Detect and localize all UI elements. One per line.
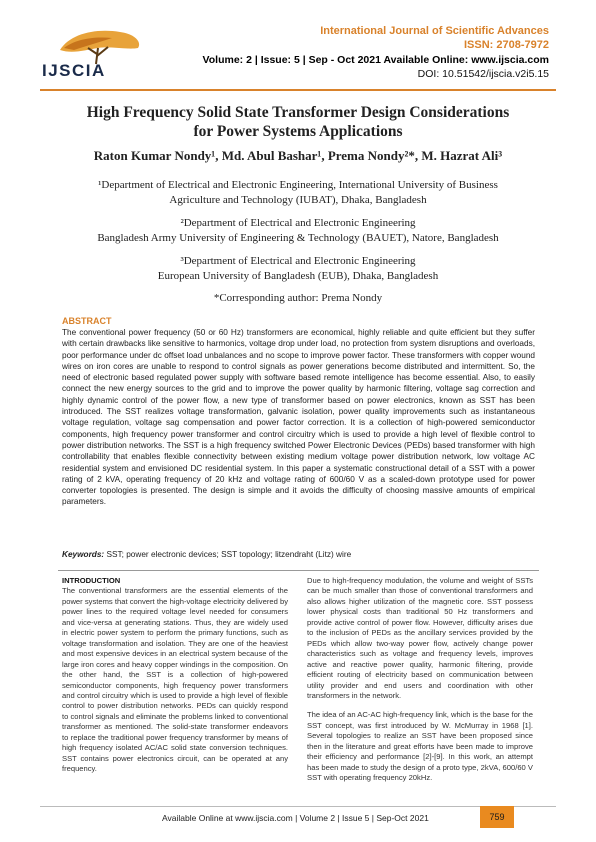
introduction-paragraph: The conventional transformers are the essential elements of the power systems that convert the high-voltage electricity delivered by power lines to the required voltage level needed for consumers and vice-versa at generating stations. Thus, they are widely used in electric power system to perform the primary functions, such as voltage transformation and isolation. They are one of the heaviest and most expensive devices in an electrical system because of the large iron cores and heavy copper windings in the composition. On the other hand, the SST is a collection of high-powered semiconductor components, high frequency power transformers and control circuitry which is used to provide a high level of flexible control to power distribution networks. PEDs can quickly respond to control signals and eliminate the problems linked to conventional transformer as mentioned. The solid-state transformer endeavors to replace the traditional power frequency transformer by means of high frequency isolated AC/AC solid state conversion techniques. SST contains power electronics circuit, can be operated at any frequency. bbox=[62, 586, 288, 774]
left-column bbox=[62, 576, 288, 775]
journal-issn: ISSN: 2708-7972 bbox=[464, 39, 549, 51]
abstract-text: The conventional power frequency (50 or 60 Hz) transformers are economical, highly reliable and quite efficient but they suffer with certain drawbacks like sensitive to harmonics, voltage drop under load, no protection from system disruptions and overloads, poor performance under dc offset load unbalances and no scope to improve power factor. These transformers with copper wound wires on iron cores are unable to respond to control signals as power generations become distributed and intermittent. So, the need of electronic based regulated power supply with software based remote intelligence has become essential. Also, to easily connect the new energy sources to the grid and to improve the power quality by harmonic filtering, voltage sag correction and highly dynamic control of the power flow, a new type of transformer based on power electronics, known as SST has been introduced. The SST realizes voltage transformation, galvanic isolation, power quality improvements such as instantaneous voltage regulation, voltage sag compensation and power factor correction. It is a collection of high-powered semiconductor components, high frequency power transformer and control circuitry which is used to provide a high level of flexible control to power distribution networks. The SST is a high frequency switched Power Electronic Devices (PEDs) based transformer with high controllability that enables flexible connectivity between existing medium voltage power distribution network, low voltage AC residential system and envisioned DC residential system. In this paper a systematic constructional detail of a SST with a power rating of 2 kVA, operating frequency of 20 kHz and voltage rating of 600/60 V as a scaled-down prototype used for power converter topologies is presented. The design is simple and it avoids the difficulty of choosing massive amounts of empirical parameters. bbox=[62, 328, 535, 507]
right-paragraph-2: The idea of an AC-AC high-frequency link, which is the base for the SST concept, was first introduced by W. McMurray in 1968 [1]. Several topologies to realize an SST have been proposed since then in the literature and great efforts have been made to improve their efficiency and performance [2]-[9]. In this work, an attempt has been made to study the design of a proto type, 2kVA, 600/60 V SST with operating frequency 20kHz. bbox=[307, 710, 533, 783]
journal-name: International Journal of Scientific Advances bbox=[320, 25, 549, 37]
affiliation-3 bbox=[40, 254, 556, 283]
right-column bbox=[307, 576, 533, 784]
keywords-label: Keywords: bbox=[62, 550, 105, 559]
keywords bbox=[62, 550, 535, 559]
affiliation-1 bbox=[40, 178, 556, 207]
affiliation-3-line-2: European University of Bangladesh (EUB), Dhaka, Bangladesh bbox=[157, 269, 439, 282]
keywords-text: SST; power electronic devices; SST topology; litzendraht (Litz) wire bbox=[106, 550, 352, 559]
footer-divider bbox=[40, 806, 556, 807]
introduction-heading: INTRODUCTION bbox=[62, 576, 121, 585]
paper-title bbox=[40, 103, 556, 141]
affiliation-2-line-1: ²Department of Electrical and Electronic Engineering bbox=[180, 217, 416, 229]
affiliation-2 bbox=[40, 216, 556, 245]
footer-text: Available Online at www.ijscia.com | Volume 2 | Issue 5 | Sep-Oct 2021 bbox=[162, 813, 429, 823]
author-list: Raton Kumar Nondy¹, Md. Abul Bashar¹, Prema Nondy²*, M. Hazrat Ali³ bbox=[93, 148, 503, 163]
journal-info bbox=[203, 24, 549, 81]
affiliation-2-line-2: Bangladesh Army University of Engineering & Technology (BAUET), Natore, Bangladesh bbox=[97, 231, 499, 244]
title-line-2: for Power Systems Applications bbox=[193, 123, 403, 140]
doi: DOI: 10.51542/ijscia.v2i5.15 bbox=[417, 68, 549, 80]
affiliation-1-line-1: ¹Department of Electrical and Electronic Engineering, International University of Business bbox=[98, 179, 498, 191]
journal-logo bbox=[40, 20, 160, 80]
abstract-divider bbox=[58, 570, 539, 571]
title-line-1: High Frequency Solid State Transformer Design Considerations bbox=[86, 104, 510, 121]
right-paragraph-1: Due to high-frequency modulation, the volume and weight of SSTs can be much smaller than those of conventional transformers and also allows higher utilization of the magnetic core. SST possess lower physical costs than traditional 50 Hz transformers and provide active control of power flow. However, difficulty arises due to the inclusion of PEDs as the ancillary services provided by the PEDs which allow two-way power flow, actively change power characteristics such as voltage and frequency levels, improves active and reactive power quality, harmonic filtering, provide efficient routing of electricity based on communication between utility provider and end users and coordination with other transformers in the network. bbox=[307, 576, 533, 700]
volume-line: Volume: 2 | Issue: 5 | Sep - Oct 2021 Available Online: www.ijscia.com bbox=[202, 54, 549, 66]
logo-text: IJSCIA bbox=[42, 61, 106, 80]
page-number: 759 bbox=[480, 806, 514, 828]
corresponding-author: *Corresponding author: Prema Nondy bbox=[213, 292, 383, 304]
affiliation-1-line-2: Agriculture and Technology (IUBAT), Dhaka, Bangladesh bbox=[169, 193, 427, 206]
abstract-heading: ABSTRACT bbox=[62, 316, 112, 326]
affiliation-3-line-1: ³Department of Electrical and Electronic Engineering bbox=[180, 255, 416, 267]
tree-logo-icon bbox=[40, 20, 160, 80]
header-divider bbox=[40, 89, 556, 91]
